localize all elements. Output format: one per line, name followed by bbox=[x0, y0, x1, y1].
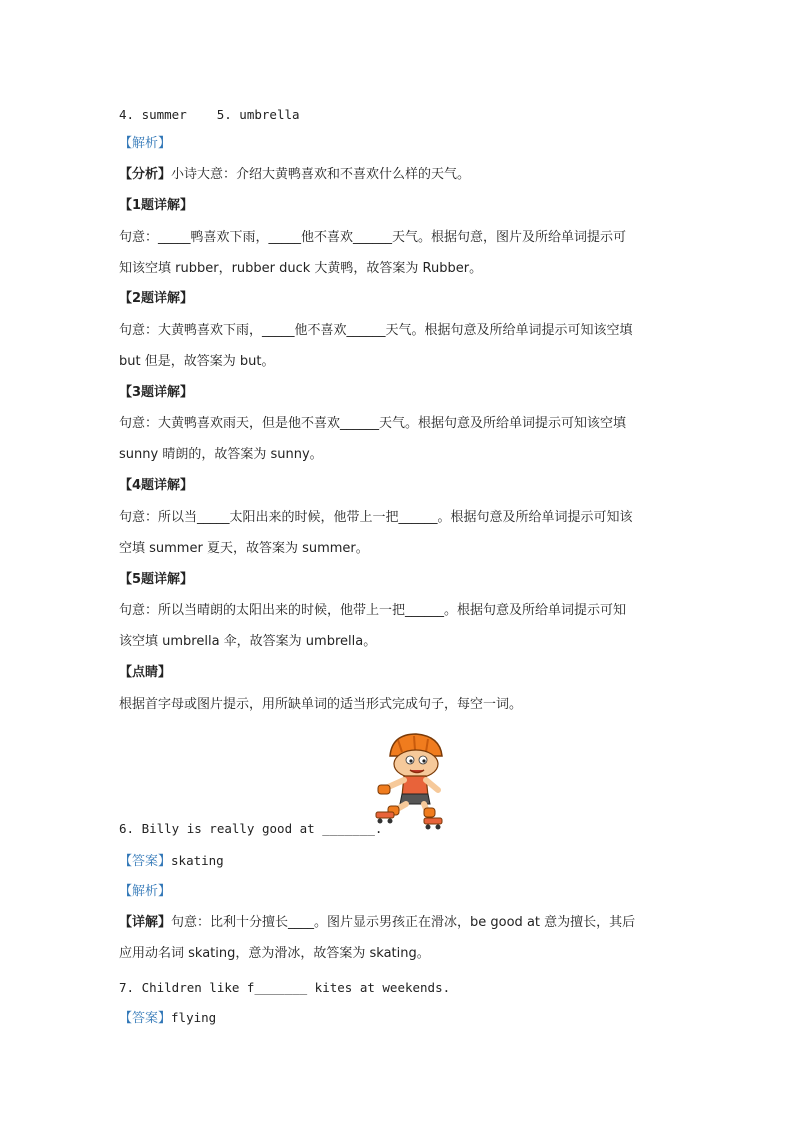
q5-line2: 该空填 umbrella 伞，故答案为 umbrella。 bbox=[119, 634, 377, 649]
q6-answer-label: 【答案】 bbox=[119, 854, 172, 869]
q6-detail-line2: 应用动名词 skating，意为滑冰，故答案为 skating。 bbox=[119, 946, 430, 961]
q4-heading: 【4题详解】 bbox=[119, 478, 194, 493]
q6-answer: skating bbox=[171, 853, 224, 868]
q5-line1: 句意：所以当晴朗的太阳出来的时候，他带上一把______。根据句意及所给单词提示可知 bbox=[119, 603, 627, 618]
q2-line1: 句意：大黄鸭喜欢下雨，_____他不喜欢______天气。根据句意及所给单词提示可知该空填 bbox=[119, 323, 633, 338]
answer-5: 5. umbrella bbox=[216, 107, 300, 122]
q2-heading: 【2题详解】 bbox=[119, 291, 194, 306]
q6-question: 6. Billy is really good at _______. bbox=[119, 821, 383, 836]
q1-line2: 知该空填 rubber，rubber duck 大黄鸭，故答案为 Rubber。 bbox=[119, 261, 483, 276]
q3-line1: 句意：大黄鸭喜欢雨天，但是他不喜欢______天气。根据句意及所给单词提示可知该空填 bbox=[119, 416, 627, 431]
dianjing-label: 【点睛】 bbox=[119, 665, 172, 680]
q4-line1: 句意：所以当_____太阳出来的时候，他带上一把______。根据句意及所给单词提示可知该 bbox=[119, 510, 633, 525]
answer-4: 4. summer bbox=[119, 107, 187, 122]
q7-answer-label: 【答案】 bbox=[119, 1011, 172, 1026]
boy-skating-illustration bbox=[368, 730, 450, 830]
q7-answer: flying bbox=[171, 1010, 217, 1025]
q5-heading: 【5题详解】 bbox=[119, 572, 194, 587]
q7-answer-line bbox=[119, 1009, 216, 1028]
q6-jiexi-label: 【解析】 bbox=[119, 884, 172, 899]
q7-question: 7. Children like f_______ kites at weekends. bbox=[119, 980, 451, 995]
q2-line2: but 但是，故答案为 but。 bbox=[119, 354, 275, 369]
jiexi-label: 【解析】 bbox=[119, 136, 172, 151]
q6-answer-line bbox=[119, 852, 224, 871]
fenxi-text: 小诗大意：介绍大黄鸭喜欢和不喜欢什么样的天气。 bbox=[171, 167, 471, 182]
fenxi-line bbox=[119, 166, 470, 184]
q1-heading: 【1题详解】 bbox=[119, 198, 194, 213]
q3-heading: 【3题详解】 bbox=[119, 385, 194, 400]
q3-line2: sunny 晴朗的，故答案为 sunny。 bbox=[119, 447, 323, 462]
fenxi-label: 【分析】 bbox=[119, 167, 172, 182]
q6-detail-label: 【详解】 bbox=[119, 915, 172, 930]
q1-line1: 句意：_____鸭喜欢下雨，_____他不喜欢______天气。根据句意，图片及所给单词提示可 bbox=[119, 230, 627, 245]
q4-line2: 空填 summer 夏天，故答案为 summer。 bbox=[119, 541, 369, 556]
q6-detail-line1 bbox=[119, 914, 635, 932]
answer-line-4-5 bbox=[119, 106, 300, 124]
instruction: 根据首字母或图片提示，用所缺单词的适当形式完成句子，每空一词。 bbox=[119, 697, 523, 712]
q6-detail-text1: 句意：比利十分擅长____。图片显示男孩正在滑冰，be good at 意为擅长，其后 bbox=[171, 915, 636, 930]
